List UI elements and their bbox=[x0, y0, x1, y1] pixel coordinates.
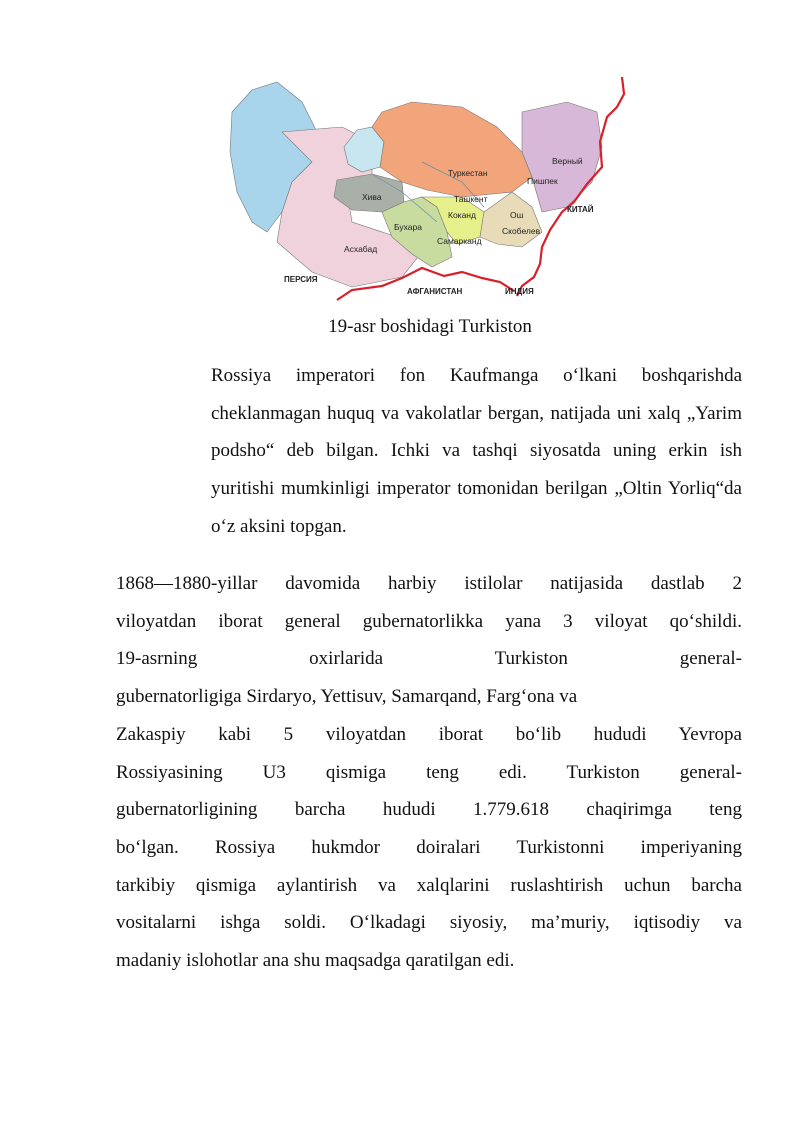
text-line: tarkibiy qismiga aylantirish va xalqlarini ruslashtirish uchun barcha bbox=[116, 874, 742, 896]
label-china: КИТАЙ bbox=[567, 205, 594, 214]
label-khiva: Хива bbox=[362, 192, 382, 202]
label-samarkand: Самарканд bbox=[437, 236, 482, 246]
text-line: 1868—1880-yillar davomida harbiy istilolar natijasida dastlab 2 bbox=[116, 573, 742, 594]
label-osh: Ош bbox=[510, 210, 524, 220]
text-line: cheklanmagan huquq va vakolatlar bergan, natijada uni xalq „Yarim bbox=[211, 402, 742, 424]
text-line: Rossiyasining U3 qismiga teng edi. Turkiston general- bbox=[116, 761, 742, 783]
text-line: podsho“ deb bilgan. Ichki va tashqi siyosatda uning erkin ish bbox=[211, 440, 742, 462]
text-line: gubernatorligining barcha hududi 1.779.618 chaqirimga teng bbox=[116, 799, 742, 821]
label-turkestan: Туркестан bbox=[448, 168, 488, 178]
text-line: vositalarni ishga soldi. O‘lkadagi siyosiy, ma’muriy, iqtisodiy va bbox=[116, 912, 742, 934]
turkestan-map bbox=[222, 72, 632, 304]
label-vernyi: Верный bbox=[552, 156, 583, 166]
text-line: madaniy islohotlar ana shu maqsadga qaratilgan edi. bbox=[116, 950, 515, 972]
label-skobelev: Скобелев bbox=[502, 226, 541, 236]
text-line: gubernatorligiga Sirdaryo, Yettisuv, Samarqand, Farg‘ona va bbox=[116, 686, 578, 708]
text-line: yuritishi mumkinligi imperator tomonidan berilgan „Oltin Yorliq“da bbox=[211, 478, 742, 500]
paragraph-1 bbox=[116, 357, 742, 546]
text-line: Zakaspiy kabi 5 viloyatdan iborat bo‘lib hududi Yevropa bbox=[116, 723, 742, 745]
text-line: o‘z aksini topgan. bbox=[211, 515, 347, 537]
paragraph-2 bbox=[116, 565, 742, 980]
label-tashkent: Ташкент bbox=[454, 194, 488, 204]
figure-caption: 19-asr boshidagi Turkiston bbox=[328, 316, 532, 337]
map-svg bbox=[222, 72, 632, 304]
text-line: viloyatdan iborat general gubernatorlikka yana 3 viloyat qo‘shildi. bbox=[116, 610, 742, 632]
text-line: 19-asrning oxirlarida Turkiston general- bbox=[116, 648, 742, 670]
label-askhabad: Асхабад bbox=[344, 244, 378, 254]
label-india: ИНДИЯ bbox=[505, 287, 534, 296]
label-bukhara: Бухара bbox=[394, 222, 422, 232]
text-line: bo‘lgan. Rossiya hukmdor doiralari Turkistonni imperiyaning bbox=[116, 836, 742, 858]
label-persia: ПЕРСИЯ bbox=[284, 275, 318, 284]
label-pishpek: Пишпек bbox=[527, 176, 558, 186]
label-afghanistan: АФГАНИСТАН bbox=[407, 287, 463, 296]
text-line: Rossiya imperatori fon Kaufmanga o‘lkani boshqarishda bbox=[211, 365, 742, 386]
label-kokand: Коканд bbox=[448, 210, 476, 220]
